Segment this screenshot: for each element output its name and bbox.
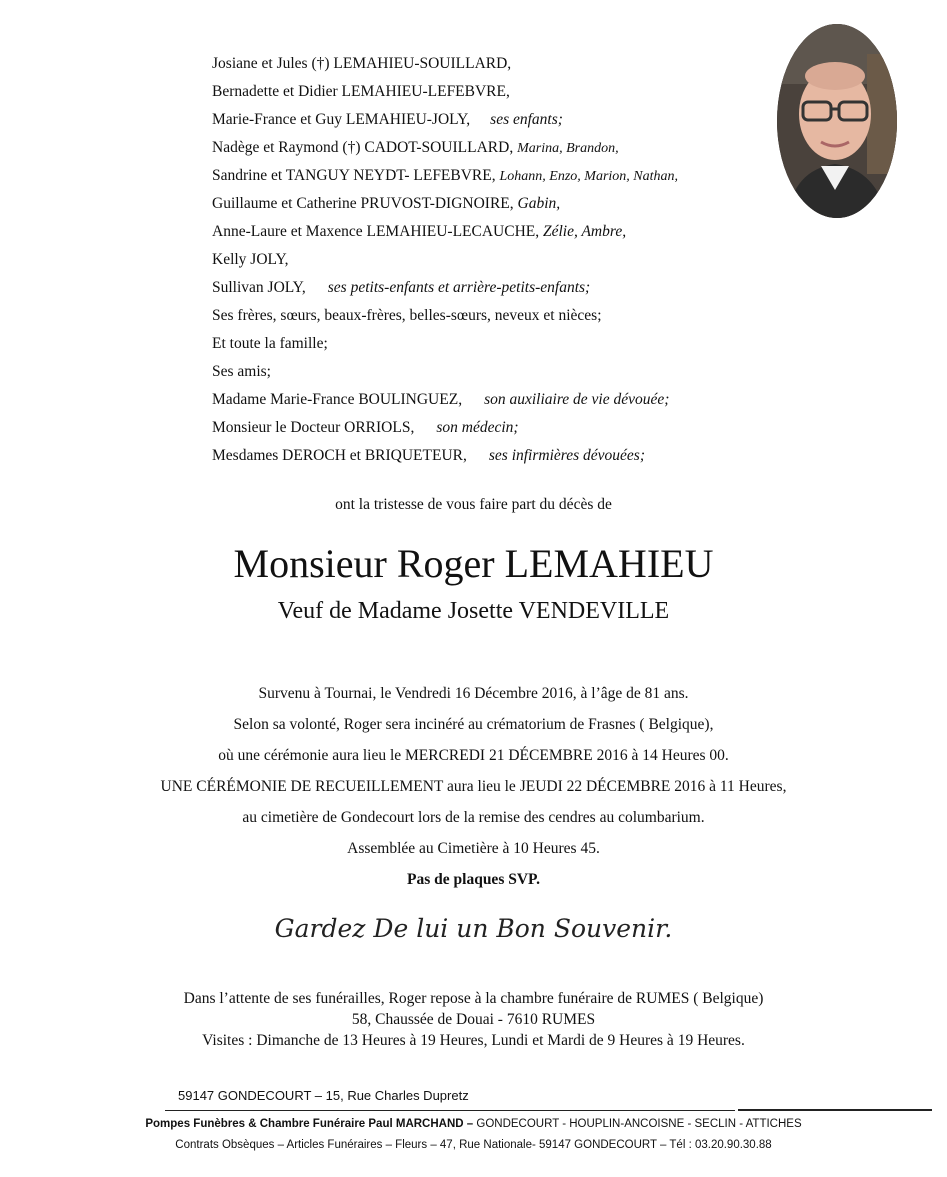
- footer-divider: [165, 1110, 735, 1111]
- relation-role: ses petits-enfants et arrière-petits-enfants;: [327, 279, 591, 296]
- grandchildren-names: Gabin,: [517, 195, 561, 212]
- relation-role: son médecin;: [436, 419, 519, 436]
- memorial-motto: Gardez De lui un Bon Souvenir.: [274, 914, 673, 943]
- family-line: Et toute la famille;: [212, 335, 328, 352]
- family-line: Kelly JOLY,: [212, 251, 289, 268]
- grandchildren-names: Lohann, Enzo, Marion, Nathan,: [499, 169, 679, 184]
- repose-line: 58, Chaussée de Douai - 7610 RUMES: [351, 1011, 596, 1028]
- repose-line: Dans l’attente de ses funérailles, Roger repose à la chambre funéraire de RUMES ( Belgique): [183, 990, 764, 1007]
- funeral-home-contact: Contrats Obsèques – Articles Funéraires – Fleurs – 47, Rue Nationale- 59147 GONDECOURT – Tél : 03.20.90.30.88: [175, 1139, 772, 1151]
- family-line: Madame Marie-France BOULINGUEZ, son auxiliaire de vie dévouée;: [212, 391, 670, 408]
- detail-line: Assemblée au Cimetière à 10 Heures 45.: [347, 840, 600, 857]
- detail-line: Selon sa volonté, Roger sera incinéré au crématorium de Frasnes ( Belgique),: [233, 716, 714, 733]
- family-line: Sullivan JOLY, ses petits-enfants et arrière-petits-enfants;: [212, 279, 591, 296]
- family-line: Guillaume et Catherine PRUVOST-DIGNOIRE, Gabin,: [212, 195, 561, 212]
- funeral-home-name: Pompes Funèbres & Chambre Funéraire Paul MARCHAND –: [145, 1118, 474, 1130]
- announcement-intro: ont la tristesse de vous faire part du décès de: [335, 496, 612, 513]
- family-line: Anne-Laure et Maxence LEMAHIEU-LECAUCHE, Zélie, Ambre,: [212, 223, 627, 240]
- footer-divider-accent: [738, 1109, 932, 1111]
- family-line: Ses amis;: [212, 363, 271, 380]
- detail-line: au cimetière de Gondecourt lors de la remise des cendres au columbarium.: [242, 809, 705, 826]
- widow-line: Veuf de Madame Josette VENDEVILLE: [277, 598, 670, 624]
- family-line: Ses frères, sœurs, beaux-frères, belles-sœurs, neveux et nièces;: [212, 307, 602, 324]
- grandchildren-names: Zélie, Ambre,: [543, 223, 627, 240]
- family-line: Nadège et Raymond (†) CADOT-SOUILLARD, Marina, Brandon,: [212, 139, 619, 156]
- family-address: 59147 GONDECOURT – 15, Rue Charles Dupretz: [178, 1088, 469, 1103]
- relation-role: son auxiliaire de vie dévouée;: [484, 391, 670, 408]
- family-line: Mesdames DEROCH et BRIQUETEUR, ses infirmières dévouées;: [212, 447, 645, 464]
- grandchildren-names: Marina, Brandon,: [517, 141, 619, 156]
- detail-line: où une cérémonie aura lieu le MERCREDI 21 DÉCEMBRE 2016 à 14 Heures 00.: [218, 747, 729, 764]
- detail-line: Survenu à Tournai, le Vendredi 16 Décembre 2016, à l’âge de 81 ans.: [258, 685, 689, 702]
- funeral-home-line: [0, 1118, 947, 1130]
- family-line: Marie-France et Guy LEMAHIEU-JOLY, ses enfants;: [212, 111, 563, 128]
- portrait-illustration: [777, 24, 897, 218]
- family-line: Bernadette et Didier LEMAHIEU-LEFEBVRE,: [212, 83, 510, 100]
- family-list: [212, 50, 678, 470]
- no-plaques-notice: Pas de plaques SVP.: [407, 871, 540, 888]
- funeral-details: [0, 678, 947, 895]
- family-line: Monsieur le Docteur ORRIOLS, son médecin;: [212, 419, 519, 436]
- repose-info: [0, 988, 947, 1051]
- portrait-photo: [777, 24, 897, 218]
- detail-line: UNE CÉRÉMONIE DE RECUEILLEMENT aura lieu le JEUDI 22 DÉCEMBRE 2016 à 11 Heures,: [160, 778, 787, 795]
- family-line: Sandrine et TANGUY NEYDT- LEFEBVRE, Lohann, Enzo, Marion, Nathan,: [212, 167, 679, 184]
- funeral-home-towns: GONDECOURT - HOUPLIN-ANCOISNE - SECLIN - ATTICHES: [473, 1118, 802, 1130]
- repose-line: Visites : Dimanche de 13 Heures à 19 Heures, Lundi et Mardi de 9 Heures à 19 Heures.: [202, 1032, 745, 1049]
- deceased-name: Monsieur Roger LEMAHIEU: [233, 541, 714, 586]
- relation-role: ses infirmières dévouées;: [488, 447, 645, 464]
- family-line: Josiane et Jules (†) LEMAHIEU-SOUILLARD,: [212, 55, 512, 72]
- relation-role: ses enfants;: [490, 111, 563, 128]
